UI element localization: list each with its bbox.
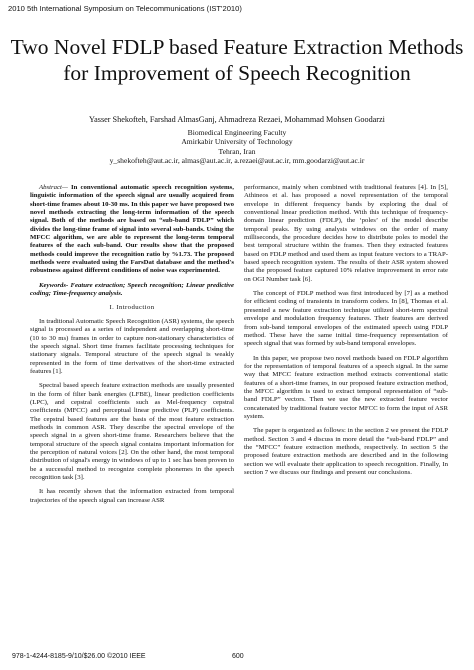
author-block bbox=[0, 115, 474, 166]
abstract-body: In conventional automatic speech recognition systems, linguistic information of the speech signal are usually acquired from short-time frames about 10-30 ms. In this paper we have proposed two novel methods extracting the long-term information of the speech signal. Both of the methods are based on “sub-band FDLP” which divides the long-time frame of signal into several sub-bands. Using the MFCC algorithm, we are able to represent the long-term temporal features of the each sub-band. Our results show that the proposed methods could improve the recognition ratio by %1.73. The proposed methods were evaluated using the FarsDat database and the method's robustness against different conditions of noise was experimented. bbox=[30, 184, 234, 275]
affiliation-university: Amirkabir University of Technology bbox=[181, 137, 293, 147]
intro-paragraph-3: It has recently shown that the information extracted from temporal trajectories of the speech signal can increase ASR bbox=[30, 488, 234, 504]
author-names: Yasser Shekofteh, Farshad AlmasGanj, Ahmadreza Rezaei, Mohammad Mohsen Goodarzi bbox=[89, 115, 385, 124]
abstract bbox=[30, 184, 234, 276]
right-paragraph-4: The paper is organized as follows: in the section 2 we present the FDLP method. Section 3 and 4 discuss in more detail the “sub-band FDLP” and the “MFCC” feature extraction methods, respectively. In section 5 the proposed feature extraction methods are described and in the following section we will evaluate their application to speech recognition. Finally, In section 7 we discuss our findings and present our conclusions. bbox=[244, 427, 448, 476]
conference-header: 2010 5th International Symposium on Telecommunications (IST'2010) bbox=[8, 4, 242, 13]
title-line-1: Two Novel FDLP based Feature Extraction Methods bbox=[10, 35, 464, 59]
right-paragraph-3: In this paper, we propose two novel methods based on FDLP algorithm for the representation of temporal features of a speech signal. In the same way that MFCC feature extraction method extracts conventional static features of a short-time frames, in our proposed feature extraction method, the MFCC algorithm is used to extract temporal representation of “sub-band FDLP” vectors. Then we use the new extracted feature vector concatenated by traditional feature vector MFCC to form the input of ASR system. bbox=[244, 354, 448, 420]
footer-copyright: 978-1-4244-8185-9/10/$26.00 ©2010 IEEE bbox=[12, 653, 146, 660]
author-emails: y_shekofteh@aut.ac.ir, almas@aut.ac.ir, a.rezaei@aut.ac.ir, mm.goodarzi@aut.ac.ir bbox=[109, 156, 365, 166]
right-paragraph-1: performance, mainly when combined with traditional features [4]. In [5], Athineos et al. has proposed a novel representation of the temporal envelope in different frequency bands by exploring the dual of conventional linear prediction method. With this technique of frequency-domain linear prediction (FDLP), the ‘poles’ of the model describe temporal peaks. By using analysis windows on the order of many milliseconds, the procedure decides how to distribute poles to model the best temporal structure within the frames. Then they extracted features based on FDLP method and used them as input feature vectors to a TRAP-based speech recognition system. The results of their ASR system showed that the proposed feature captured 10% relative improvement in error rate on OGI Number task [6]. bbox=[244, 184, 448, 283]
section-heading-introduction: I. Introduction bbox=[109, 304, 155, 312]
intro-paragraph-2: Spectral based speech feature extraction methods are usually presented in the form of filter bank energies (LFBE), linear prediction coefficients (LPC), and cepstral coefficients such as Mel-frequency cepstral coefficients (MFCC) and perceptual linear predictive (PLP) coefficients. The cepstral based features are the basis of the most feature extraction methods in common ASR. They describe the spectral envelope of the speech signal in a given short-time frame. Researchers believe that the temporal structure of the speech signal contains important information for the perception of natural voices [2]. On the other hand, the most temporal distribution of signal's energy in windows of up to 1 sec has been proven to be a successful method to recognize complete phonemes in the speech recognition task [3]. bbox=[30, 382, 234, 481]
paper-title bbox=[0, 34, 474, 86]
title-line-2: for Improvement of Speech Recognition bbox=[63, 61, 411, 85]
affiliation-location: Tehran, Iran bbox=[218, 146, 256, 156]
affiliation-faculty: Biomedical Engineering Faculty bbox=[187, 127, 287, 137]
right-column bbox=[244, 184, 448, 483]
left-column bbox=[30, 184, 234, 511]
intro-paragraph-1: In traditional Automatic Speech Recognition (ASR) systems, the speech signal is processed as a series of independent and overlapping short-time (10 to 30 ms) frames in order to capture non-stationary characteristics of the speech signal. Short time frames facilitate processing techniques for stationary signals. Temporal structure of the speech signal is weakly represented in the form of time derivatives of the short-time extracted features [1]. bbox=[30, 317, 234, 375]
abstract-lead: Abstract— bbox=[39, 184, 68, 191]
page-number: 600 bbox=[232, 653, 244, 660]
keywords: Keywords- Feature extraction; Speech recognition; Linear predictive coding; Time-frequency analysis. bbox=[30, 281, 234, 298]
right-paragraph-2: The concept of FDLP method was first introduced by [7] as a method for efficient coding of transients in transform coders. In [8], Thomas et al. presented a new feature extraction technique utilized short-term spectral envelope and modulation frequency features. Their features are derived from sub-band temporal envelopes of the estimated speech using FDLP method. These have the same initial time-frequency representation of speech signal that was formed by sub-band temporal envelopes. bbox=[244, 290, 448, 348]
